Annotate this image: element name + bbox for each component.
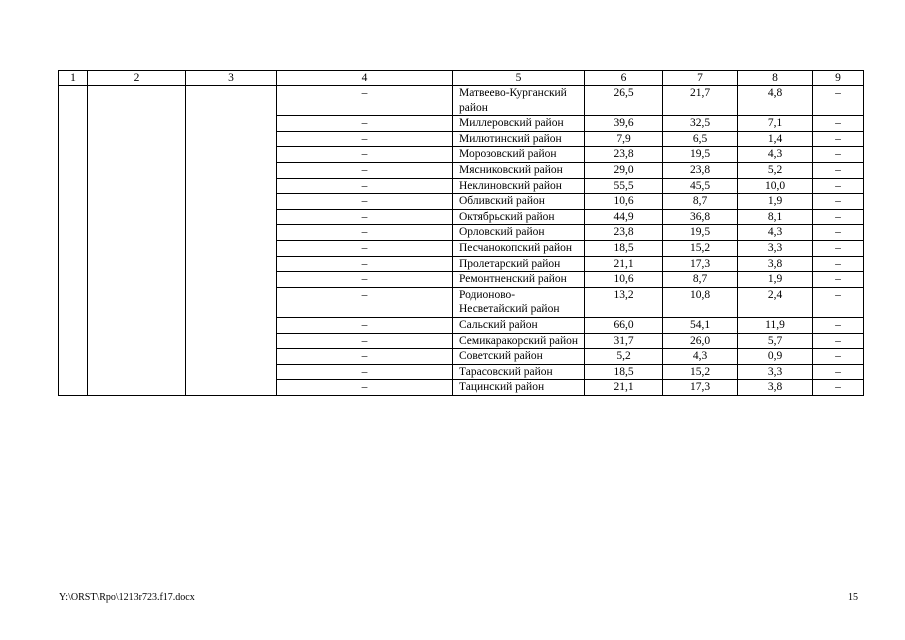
empty-merged-cell: [59, 86, 88, 396]
dash-cell: –: [277, 194, 453, 210]
dash-cell: –: [813, 256, 864, 272]
dash-cell: –: [277, 333, 453, 349]
empty-merged-cell: [88, 86, 186, 396]
value-cell: 32,5: [663, 116, 738, 132]
header-cell: 2: [88, 71, 186, 86]
district-name-cell: Родионово-Несветайский район: [453, 287, 585, 317]
dash-cell: –: [813, 240, 864, 256]
value-cell: 26,5: [585, 86, 663, 116]
value-cell: 29,0: [585, 162, 663, 178]
value-cell: 23,8: [585, 225, 663, 241]
dash-cell: –: [277, 116, 453, 132]
header-cell: 5: [453, 71, 585, 86]
dash-cell: –: [813, 162, 864, 178]
district-name-cell: Милютинский район: [453, 131, 585, 147]
value-cell: 44,9: [585, 209, 663, 225]
header-cell: 4: [277, 71, 453, 86]
table-row: [59, 86, 864, 116]
value-cell: 6,5: [663, 131, 738, 147]
value-cell: 17,3: [663, 380, 738, 396]
empty-merged-cell: [186, 86, 277, 396]
district-name-cell: Обливский район: [453, 194, 585, 210]
value-cell: 8,1: [738, 209, 813, 225]
district-name-cell: Октябрьский район: [453, 209, 585, 225]
value-cell: 1,4: [738, 131, 813, 147]
dash-cell: –: [813, 349, 864, 365]
dash-cell: –: [277, 256, 453, 272]
value-cell: 3,3: [738, 364, 813, 380]
dash-cell: –: [277, 131, 453, 147]
value-cell: 66,0: [585, 317, 663, 333]
value-cell: 19,5: [663, 147, 738, 163]
value-cell: 45,5: [663, 178, 738, 194]
value-cell: 54,1: [663, 317, 738, 333]
value-cell: 21,1: [585, 380, 663, 396]
district-name-cell: Неклиновский район: [453, 178, 585, 194]
district-name-cell: Советский район: [453, 349, 585, 365]
value-cell: 8,7: [663, 194, 738, 210]
dash-cell: –: [277, 162, 453, 178]
value-cell: 23,8: [663, 162, 738, 178]
dash-cell: –: [813, 116, 864, 132]
dash-cell: –: [813, 131, 864, 147]
value-cell: 3,8: [738, 380, 813, 396]
value-cell: 31,7: [585, 333, 663, 349]
dash-cell: –: [813, 272, 864, 288]
district-name-cell: Миллеровский район: [453, 116, 585, 132]
header-cell: 8: [738, 71, 813, 86]
value-cell: 18,5: [585, 240, 663, 256]
value-cell: 7,1: [738, 116, 813, 132]
value-cell: 10,6: [585, 194, 663, 210]
dash-cell: –: [277, 272, 453, 288]
value-cell: 10,8: [663, 287, 738, 317]
header-cell: 1: [59, 71, 88, 86]
value-cell: 5,2: [738, 162, 813, 178]
district-name-cell: Орловский район: [453, 225, 585, 241]
dash-cell: –: [813, 225, 864, 241]
value-cell: 39,6: [585, 116, 663, 132]
dash-cell: –: [813, 364, 864, 380]
value-cell: 4,8: [738, 86, 813, 116]
dash-cell: –: [813, 194, 864, 210]
footer-file-path: Y:\ORST\Rpo\1213r723.f17.docx: [59, 592, 195, 603]
district-name-cell: Пролетарский район: [453, 256, 585, 272]
value-cell: 4,3: [663, 349, 738, 365]
value-cell: 10,0: [738, 178, 813, 194]
header-row: [59, 71, 864, 86]
dash-cell: –: [277, 86, 453, 116]
data-table: [58, 70, 864, 396]
value-cell: 4,3: [738, 147, 813, 163]
dash-cell: –: [277, 317, 453, 333]
value-cell: 3,3: [738, 240, 813, 256]
value-cell: 21,1: [585, 256, 663, 272]
dash-cell: –: [813, 147, 864, 163]
dash-cell: –: [277, 225, 453, 241]
value-cell: 5,7: [738, 333, 813, 349]
header-cell: 7: [663, 71, 738, 86]
district-name-cell: Семикаракорский район: [453, 333, 585, 349]
value-cell: 13,2: [585, 287, 663, 317]
value-cell: 1,9: [738, 272, 813, 288]
district-name-cell: Тацинский район: [453, 380, 585, 396]
value-cell: 36,8: [663, 209, 738, 225]
value-cell: 19,5: [663, 225, 738, 241]
district-name-cell: Морозовский район: [453, 147, 585, 163]
header-cell: 9: [813, 71, 864, 86]
dash-cell: –: [813, 287, 864, 317]
dash-cell: –: [813, 86, 864, 116]
value-cell: 23,8: [585, 147, 663, 163]
dash-cell: –: [277, 209, 453, 225]
value-cell: 7,9: [585, 131, 663, 147]
value-cell: 26,0: [663, 333, 738, 349]
value-cell: 15,2: [663, 240, 738, 256]
header-cell: 6: [585, 71, 663, 86]
district-name-cell: Матвеево-Курганский район: [453, 86, 585, 116]
value-cell: 10,6: [585, 272, 663, 288]
dash-cell: –: [813, 333, 864, 349]
value-cell: 15,2: [663, 364, 738, 380]
header-cell: 3: [186, 71, 277, 86]
value-cell: 21,7: [663, 86, 738, 116]
dash-cell: –: [277, 147, 453, 163]
dash-cell: –: [813, 178, 864, 194]
dash-cell: –: [277, 349, 453, 365]
value-cell: 1,9: [738, 194, 813, 210]
value-cell: 55,5: [585, 178, 663, 194]
value-cell: 0,9: [738, 349, 813, 365]
dash-cell: –: [813, 317, 864, 333]
value-cell: 8,7: [663, 272, 738, 288]
value-cell: 3,8: [738, 256, 813, 272]
dash-cell: –: [277, 178, 453, 194]
value-cell: 4,3: [738, 225, 813, 241]
value-cell: 5,2: [585, 349, 663, 365]
district-name-cell: Песчанокопский район: [453, 240, 585, 256]
dash-cell: –: [277, 240, 453, 256]
dash-cell: –: [277, 287, 453, 317]
district-name-cell: Сальский район: [453, 317, 585, 333]
value-cell: 11,9: [738, 317, 813, 333]
dash-cell: –: [277, 380, 453, 396]
value-cell: 2,4: [738, 287, 813, 317]
district-name-cell: Тарасовский район: [453, 364, 585, 380]
district-name-cell: Ремонтненский район: [453, 272, 585, 288]
dash-cell: –: [813, 380, 864, 396]
value-cell: 18,5: [585, 364, 663, 380]
footer-page-number: 15: [848, 592, 858, 603]
value-cell: 17,3: [663, 256, 738, 272]
district-name-cell: Мясниковский район: [453, 162, 585, 178]
dash-cell: –: [277, 364, 453, 380]
dash-cell: –: [813, 209, 864, 225]
